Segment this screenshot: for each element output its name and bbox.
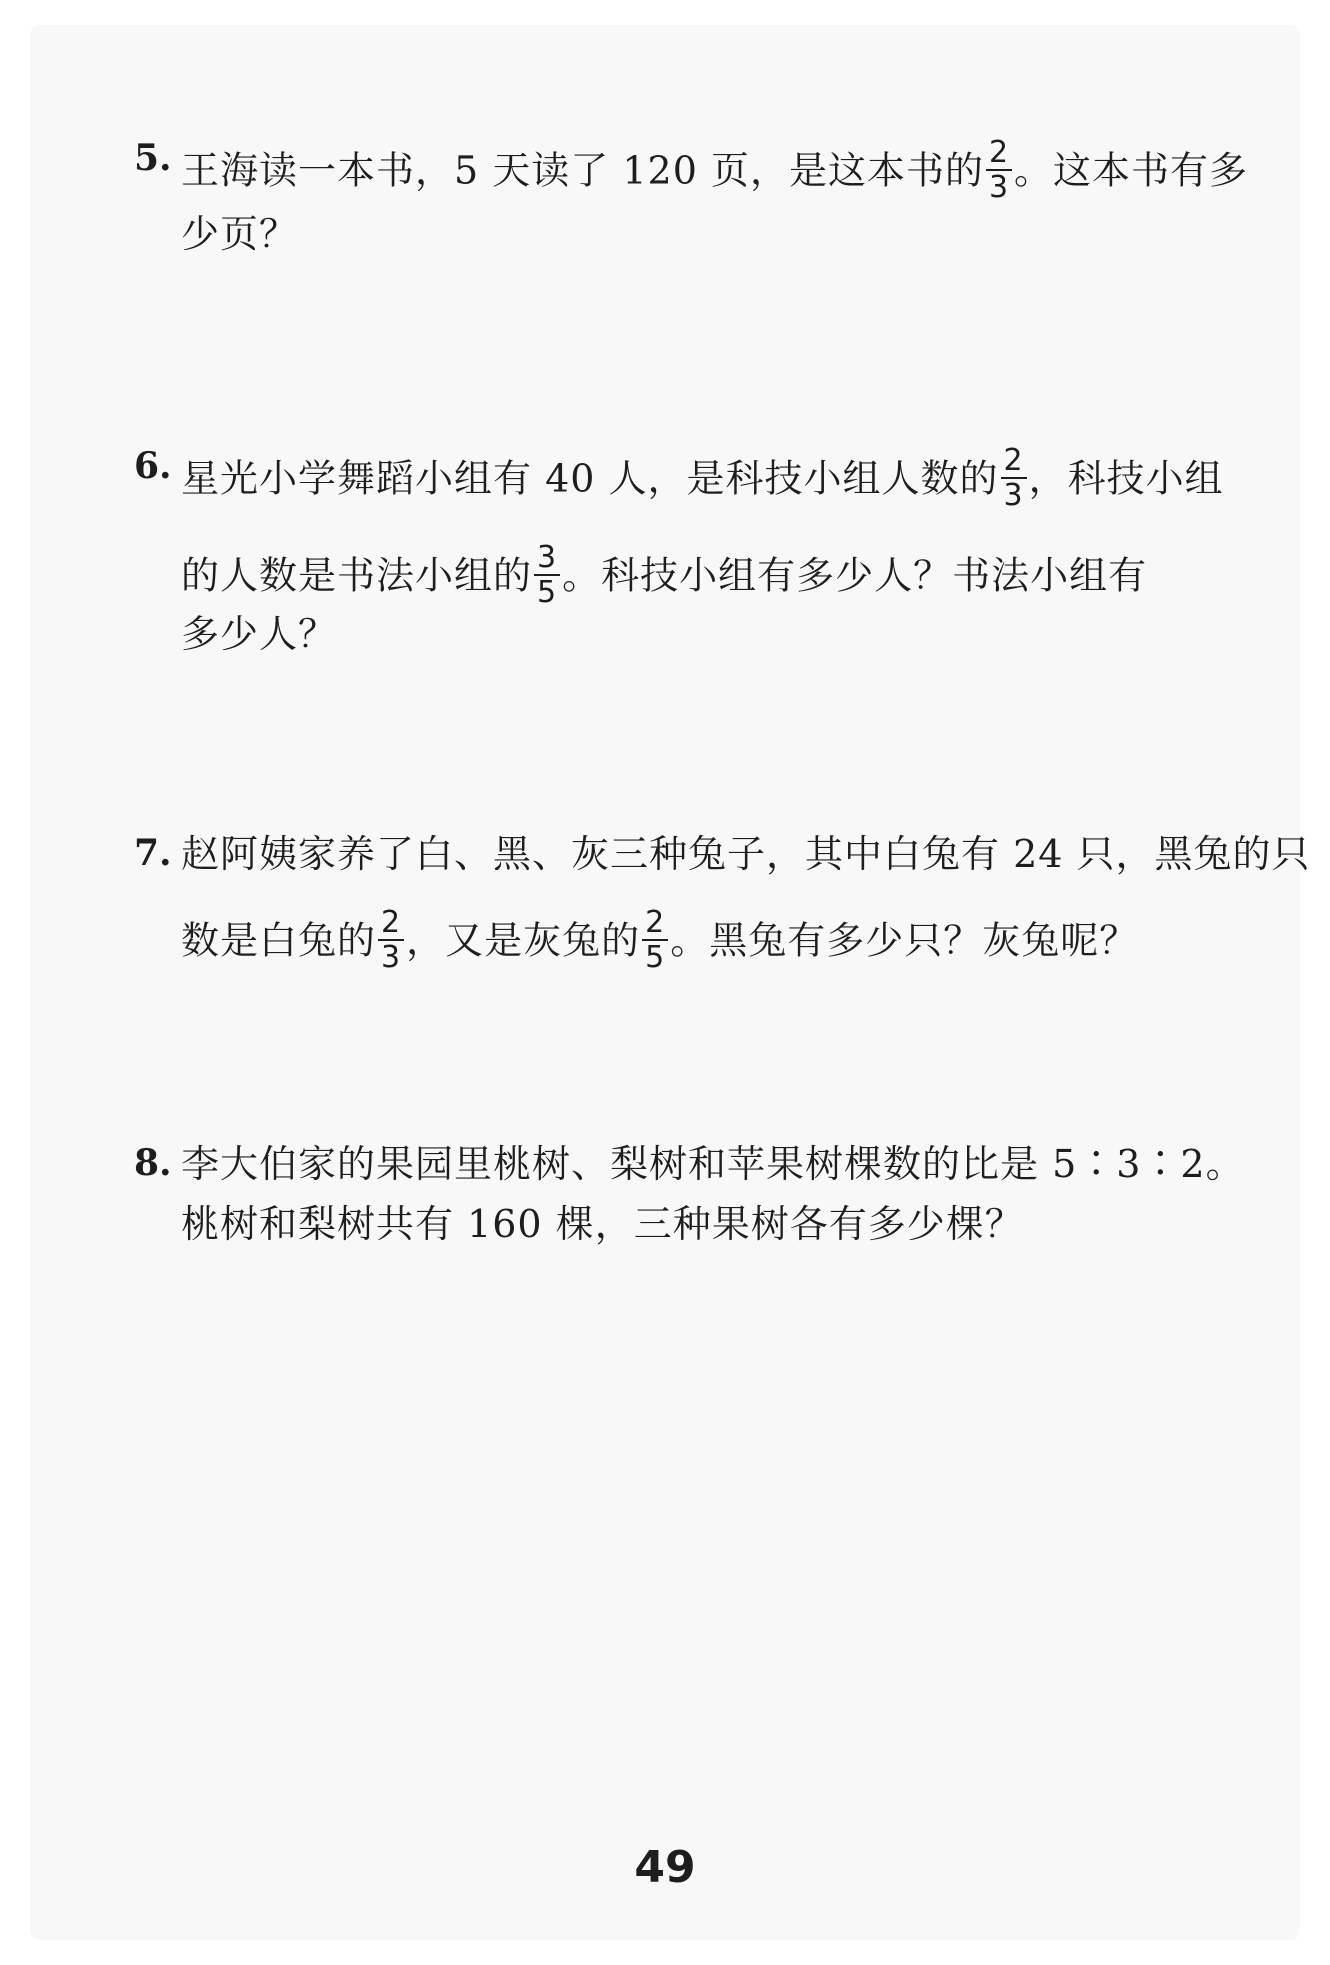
problem-7-text-a: 数是白兔的 [181,918,377,963]
fraction-denominator: 5 [537,575,558,610]
problem-7-line-2 [181,905,1139,978]
fraction [642,906,668,974]
problem-6-text-d: 。科技小组有多少人？书法小组有 [562,553,1148,598]
problem-5-line-2: 少页？ [181,212,299,256]
problem-8-line-1: 李大伯家的果园里桃树、梨树和苹果树棵数的比是 5∶3∶2。 [181,1142,1245,1186]
fraction-denominator: 3 [381,940,402,975]
fraction [534,541,560,609]
problem-7-line-1: 赵阿姨家养了白、黑、灰三种兔子，其中白兔有 24 只，黑兔的只 [181,832,1311,876]
fraction-numerator: 3 [534,541,560,576]
problem-6-line-1 [181,443,1224,516]
problem-8-line-2: 桃树和梨树共有 160 棵，三种果树各有多少棵？ [181,1202,1024,1246]
problem-6-line-2 [181,540,1148,613]
problem-6-line-3: 多少人？ [181,612,338,656]
problem-5-text-b: 。这本书有多 [1014,148,1249,193]
problem-7-text-c: 。黑兔有多少只？灰兔呢？ [670,918,1139,963]
fraction [378,906,404,974]
fraction-numerator: 2 [642,906,668,941]
fraction-numerator: 2 [378,906,404,941]
page-background [30,25,1300,1940]
problem-6-number: 6. [134,445,172,487]
problem-6-text-a: 星光小学舞蹈小组有 40 人，是科技小组人数的 [181,456,999,501]
fraction-denominator: 3 [988,170,1010,205]
page-number: 49 [634,1842,696,1893]
problem-7-text-b: ，又是灰兔的 [406,918,641,963]
problem-7-number: 7. [134,832,172,874]
problem-5-number: 5. [134,137,172,179]
problem-5-line-1 [181,135,1249,208]
problem-6-text-c: 的人数是书法小组的 [181,553,533,598]
fraction-numerator: 2 [1001,444,1027,479]
fraction [1001,444,1027,512]
fraction [986,136,1012,204]
problem-6-text-b: ，科技小组 [1028,456,1224,501]
problem-8-number: 8. [134,1142,172,1184]
fraction-denominator: 3 [1003,478,1024,513]
problem-5-text-a: 王海读一本书，5 天读了 120 页，是这本书的 [181,148,984,193]
fraction-numerator: 2 [986,136,1012,171]
fraction-denominator: 5 [645,940,666,975]
